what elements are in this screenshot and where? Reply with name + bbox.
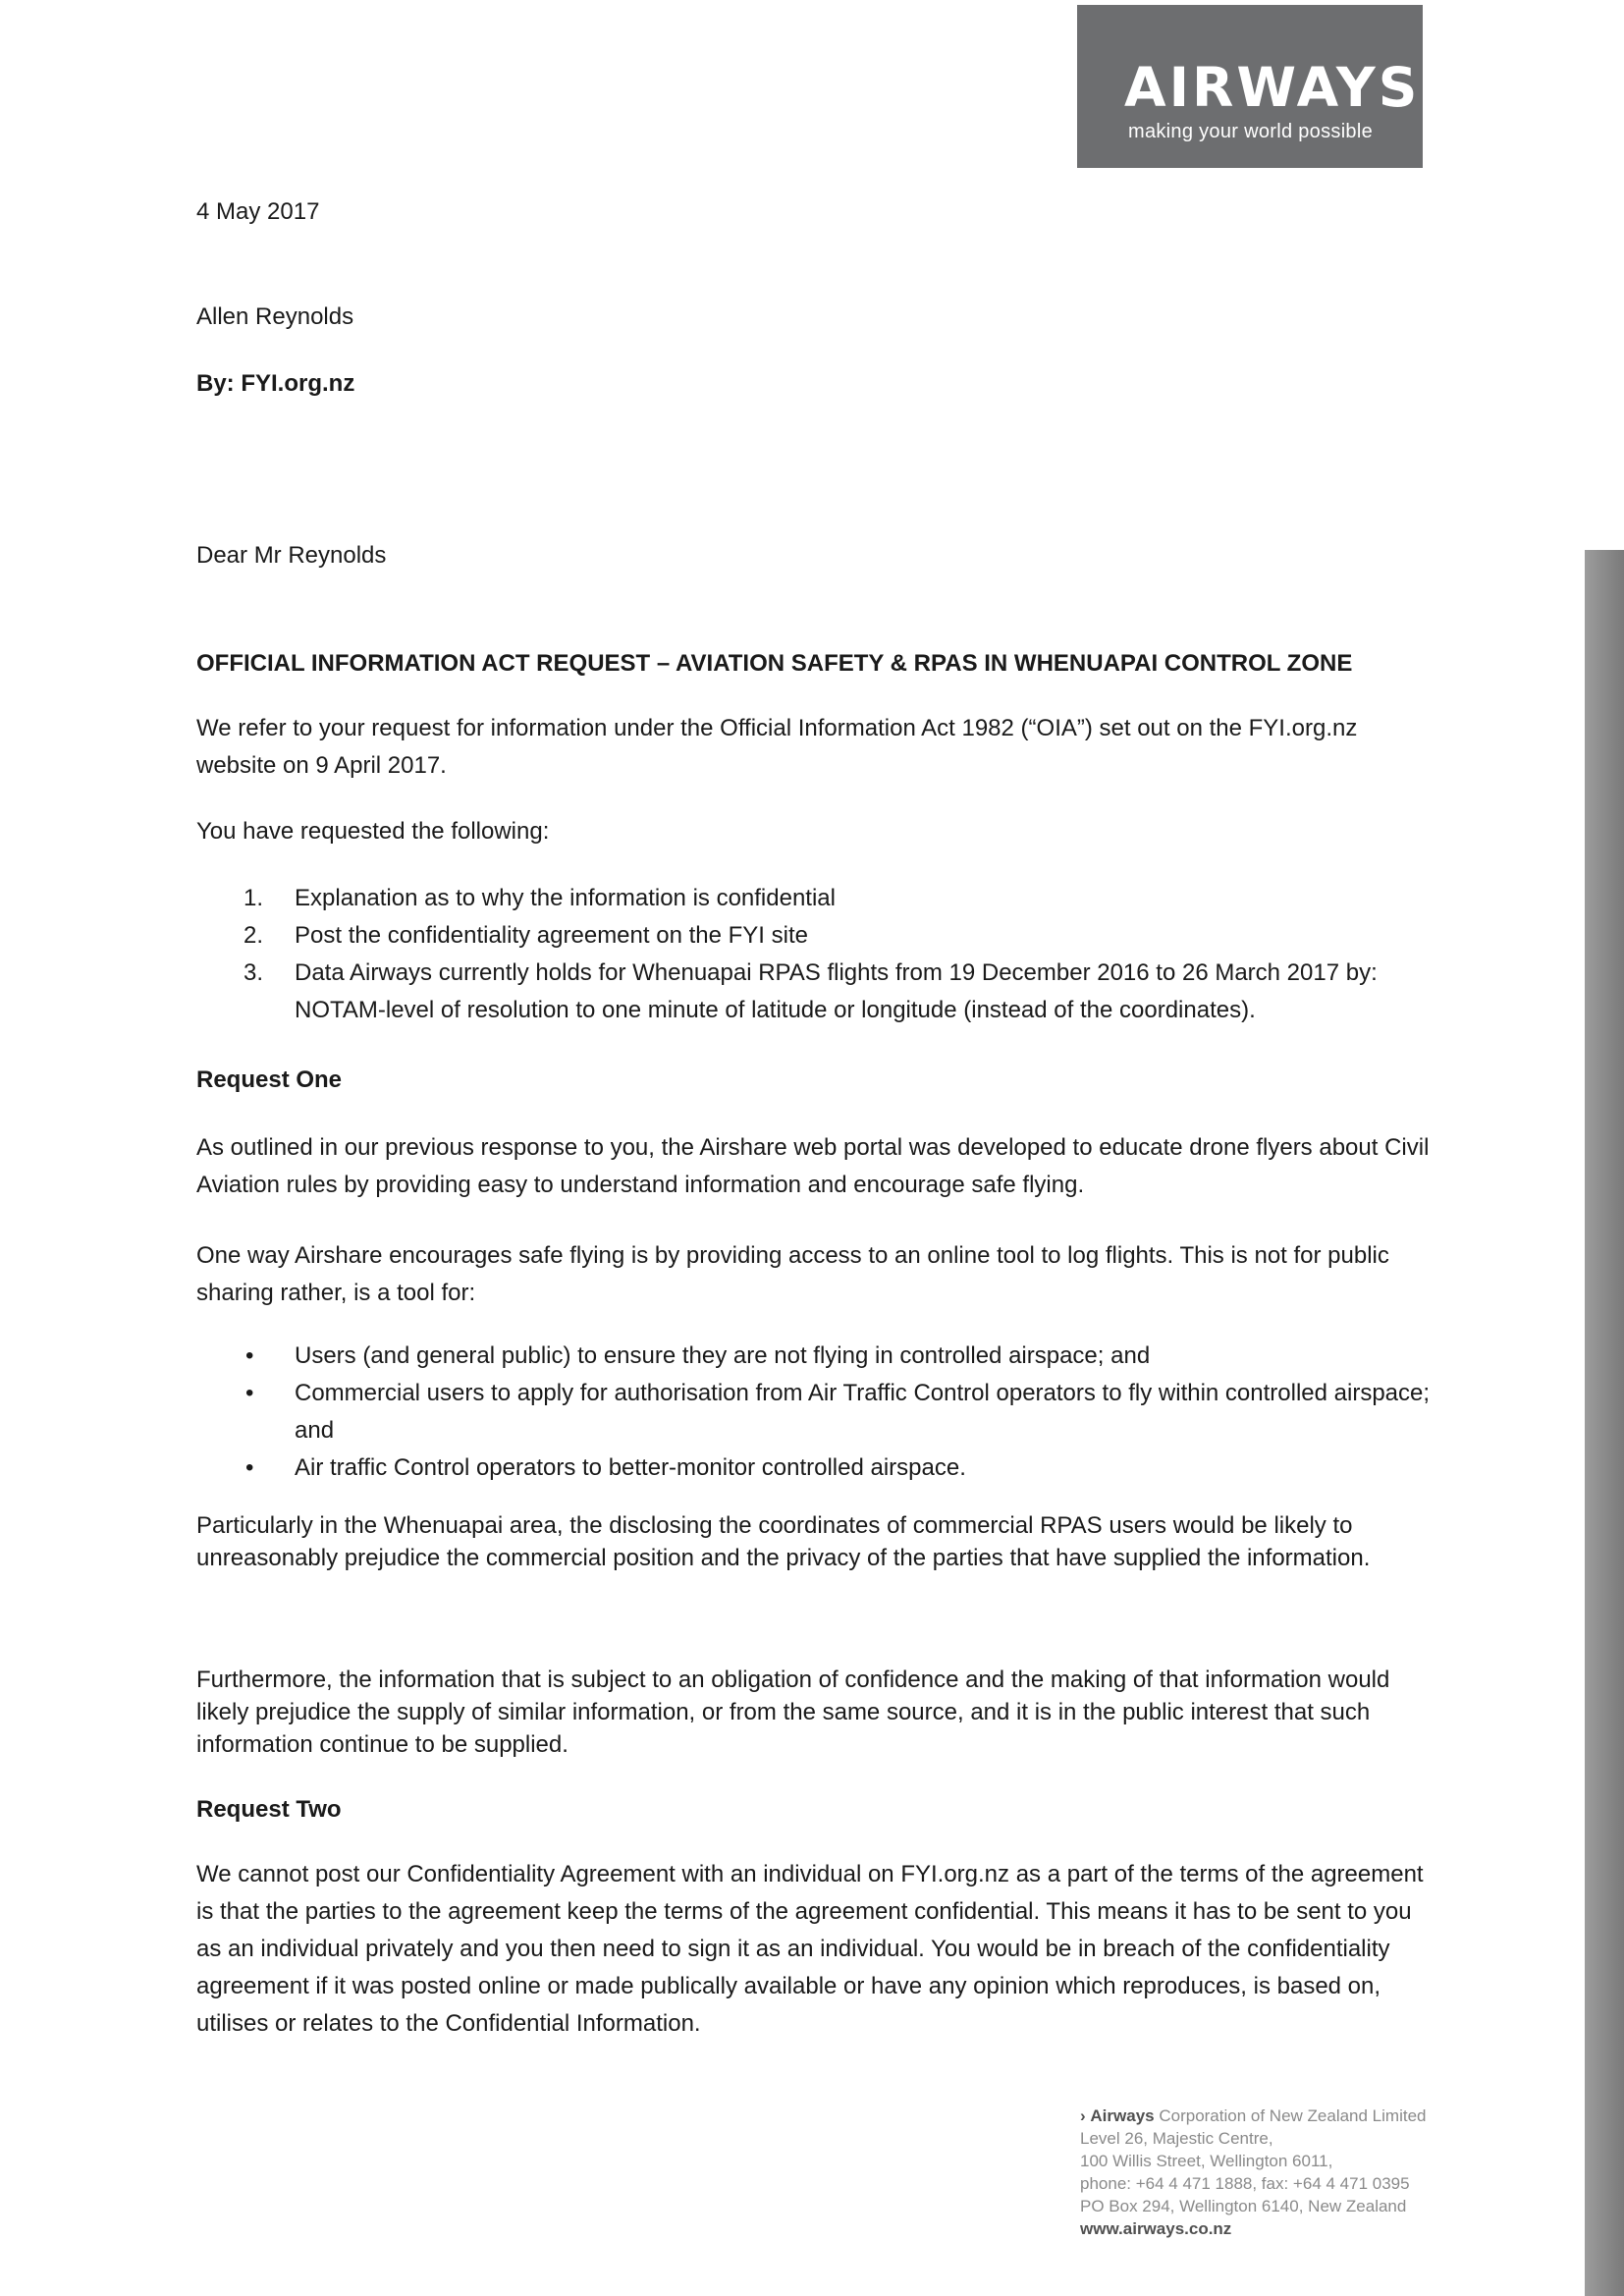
list-item-text: Air traffic Control operators to better-monitor controlled airspace. <box>295 1454 966 1481</box>
request-two-heading: Request Two <box>196 1796 342 1823</box>
bullet-icon: • <box>245 1454 254 1481</box>
list-number: 2. <box>244 922 264 949</box>
footer-marker: › <box>1080 2106 1086 2125</box>
request-one-paragraph-3: Particularly in the Whenuapai area, the disclosing the coordinates of commercial RPAS users would be likely to unreasonably prejudice the commercial position and the privacy of the parties that have supplied the information. <box>196 1512 1371 1571</box>
footer-address-line: Level 26, Majestic Centre, <box>1080 2129 1273 2148</box>
list-item-text: Data Airways currently holds for Whenuapai RPAS flights from 19 December 2016 to 26 March 2017 by: NOTAM-level of resolution to one minute of latitude or longitude (instead of the coordinates). <box>295 959 1378 1023</box>
footer-company-name: Corporation of New Zealand Limited <box>1159 2106 1427 2125</box>
list-item-text: Commercial users to apply for authorisation from Air Traffic Control operators to fly within controlled airspace; and <box>295 1380 1431 1444</box>
bullet-icon: • <box>245 1342 254 1369</box>
footer-address-line: 100 Willis Street, Wellington 6011, <box>1080 2152 1333 2170</box>
intro-paragraph: We refer to your request for information under the Official Information Act 1982 (“OIA”) set out on the FYI.org.nz website on 9 April 2017. <box>196 715 1358 779</box>
company-address-footer <box>1080 2105 1473 2240</box>
request-list <box>196 880 1434 1029</box>
list-item <box>196 917 1434 955</box>
salutation: Dear Mr Reynolds <box>196 542 387 569</box>
footer-website-link[interactable]: www.airways.co.nz <box>1080 2219 1232 2238</box>
footer-po-box-line: PO Box 294, Wellington 6140, New Zealand <box>1080 2197 1407 2215</box>
request-one-heading: Request One <box>196 1066 343 1093</box>
addressee-name: Allen Reynolds <box>196 303 354 330</box>
list-item <box>196 1375 1434 1449</box>
request-one-paragraph-1: As outlined in our previous response to you, the Airshare web portal was developed to educate drone flyers about Civil Aviation rules by providing easy to understand information and encourage safe flying. <box>196 1134 1430 1198</box>
scan-edge-bar <box>1585 550 1624 2296</box>
list-item-text: Users (and general public) to ensure they are not flying in controlled airspace; and <box>295 1342 1151 1369</box>
list-number: 3. <box>244 959 264 986</box>
requested-intro: You have requested the following: <box>196 818 550 845</box>
airshare-tool-uses <box>196 1338 1434 1487</box>
airways-logo <box>1077 5 1423 168</box>
request-one-paragraph-4: Furthermore, the information that is subject to an obligation of confidence and the making of that information would likely prejudice the supply of similar information, or from the same source, and it is in the public interest that such information continue to be supplied. <box>196 1667 1390 1758</box>
footer-contact-line: phone: +64 4 471 1888, fax: +64 4 471 0395 <box>1080 2174 1410 2193</box>
list-number: 1. <box>244 885 264 911</box>
list-item <box>196 955 1434 1029</box>
bullet-icon: • <box>245 1380 254 1406</box>
list-item <box>196 880 1434 917</box>
footer-brand: Airways <box>1090 2106 1155 2125</box>
request-one-paragraph-2: One way Airshare encourages safe flying is by providing access to an online tool to log flights. This is not for public sharing rather, is a tool for: <box>196 1242 1389 1306</box>
logo-wordmark: AIRWAYS <box>1124 56 1421 119</box>
letter-date: 4 May 2017 <box>196 198 320 225</box>
list-item-text: Explanation as to why the information is confidential <box>295 885 836 911</box>
list-item <box>196 1338 1434 1375</box>
list-item-text: Post the confidentiality agreement on the FYI site <box>295 922 808 949</box>
footer-company-line <box>1080 2105 1473 2127</box>
subject-heading: OFFICIAL INFORMATION ACT REQUEST – AVIATION SAFETY & RPAS IN WHENUAPAI CONTROL ZONE <box>196 650 1353 677</box>
list-item <box>196 1449 1434 1487</box>
logo-tagline: making your world possible <box>1128 121 1374 142</box>
request-two-paragraph-1: We cannot post our Confidentiality Agreement with an individual on FYI.org.nz as a part of the terms of the agreement is that the parties to the agreement keep the terms of the agreement confidential. This means it has to be sent to you as an individual privately and you then need to sign it as an individual. You would be in breach of the confidentiality agreement if it was posted online or made publically available or have any opinion which reproduces, is based on, utilises or relates to the Confidential Information. <box>196 1861 1424 2037</box>
delivery-via: By: FYI.org.nz <box>196 370 355 397</box>
